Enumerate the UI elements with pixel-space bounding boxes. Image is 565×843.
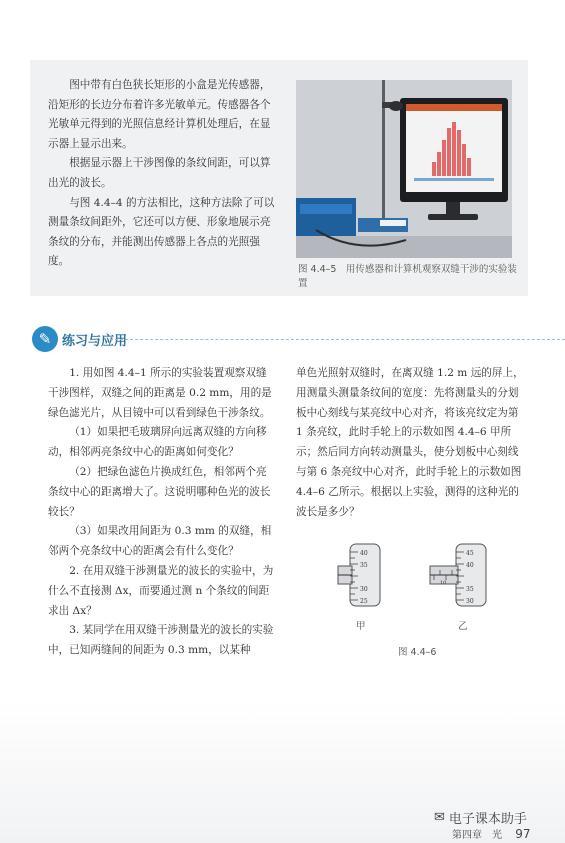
- intro-paragraph: 与图 4.4–4 的方法相比，这种方法除了可以测量条纹间距外，它还可以方便、形象地展示亮条纹的分布，并能测出传感器上各点的光照强度。: [48, 196, 275, 268]
- wechat-icon: ✉: [434, 810, 445, 825]
- exercise-left-column: [48, 364, 276, 661]
- scale-number: 45: [466, 550, 474, 557]
- intro-paragraph: 图中带有白色狭长矩形的小盒是光传感器，沿矩形的长边分布着许多光敏单元。传感器各个光敏单元得到的光照信息经计算机处理后，在显示器上显示出来。: [48, 79, 271, 150]
- page-number: 97: [515, 827, 531, 841]
- scale-number: 40: [360, 550, 368, 557]
- watermark: [434, 808, 527, 827]
- scale-number: 30: [466, 598, 474, 605]
- exercise-text: （3）如果改用间距为 0.3 mm 的双缝，相邻两个亮条纹中心的距离会有什么变化？: [48, 525, 272, 558]
- intro-paragraph: 根据显示器上干涉图像的条纹间距，可以算出光的波长。: [48, 157, 271, 189]
- exercise-text: 3. 某同学在用双缝干涉测量光的波长的实验中，已知两缝间的间距为 0.3 mm，以某种: [48, 624, 274, 657]
- figure-label-a: 甲: [356, 621, 366, 632]
- page-footer: [452, 826, 530, 841]
- exercise-text: （2）把绿色滤色片换成红色，相邻两个亮条纹中心的距离增大了。这说明哪种色光的波长较长？: [48, 465, 271, 518]
- figure-caption: 图 4.4–6: [398, 647, 437, 658]
- watermark-text: 电子课本助手: [448, 812, 527, 827]
- micrometer-a: [336, 540, 404, 610]
- exercise-text: （1）如果把毛玻璃屏向远离双缝的方向移动，相邻两亮条纹中心的距离如何变化？: [48, 426, 267, 459]
- exercise-right-column: [296, 364, 524, 522]
- scale-number: 25: [360, 598, 368, 605]
- figure-caption: 图 4.4–5 用传感器和计算机观察双缝干涉的实验装置: [298, 264, 517, 289]
- scale-number: 30: [360, 586, 368, 593]
- scale-number: 35: [360, 562, 368, 569]
- experiment-photo: [296, 80, 512, 258]
- scale-number: 40: [466, 562, 474, 569]
- exercise-text: 2. 在用双缝干涉测量光的波长的实验中，为什么不直接测 Δx，而要通过测 n 个条纹的间距求出 Δx？: [48, 564, 274, 617]
- micrometer-b: [428, 540, 508, 610]
- figure-label-b: 乙: [458, 621, 468, 632]
- exercise-icon: ✎: [32, 326, 58, 352]
- exercise-text: 1. 用如图 4.4–1 所示的实验装置观察双缝干涉图样，双缝之间的距离是 0.2 mm，用的是绿色滤光片，从目镜中可以看到绿色干涉条纹。: [48, 367, 272, 419]
- scale-number: 35: [466, 586, 474, 593]
- scale-number: 10: [440, 580, 447, 586]
- section-divider: [110, 339, 565, 340]
- experiment-photo-illustration: [296, 80, 512, 258]
- chapter-label: 第四章 光: [452, 830, 502, 841]
- intro-text: [48, 76, 276, 272]
- section-title: 练习与应用: [62, 334, 128, 349]
- exercise-text: 单色光照射双缝时，在离双缝 1.2 m 远的屏上，用测量头测量条纹间的宽度：先将测量头的分划板中心刻线与某亮纹中心对齐，将该亮纹定为第 1 条亮纹，此时手轮上的示数如图 4.4–6 甲所示；然后同方向转动测量头，使分划板中心刻线与第 6 条亮纹中心对齐，此时手轮上的示数如图 4.4–6 乙所示。根据以上实验，测得的这种光的波长是多少？: [296, 367, 524, 518]
